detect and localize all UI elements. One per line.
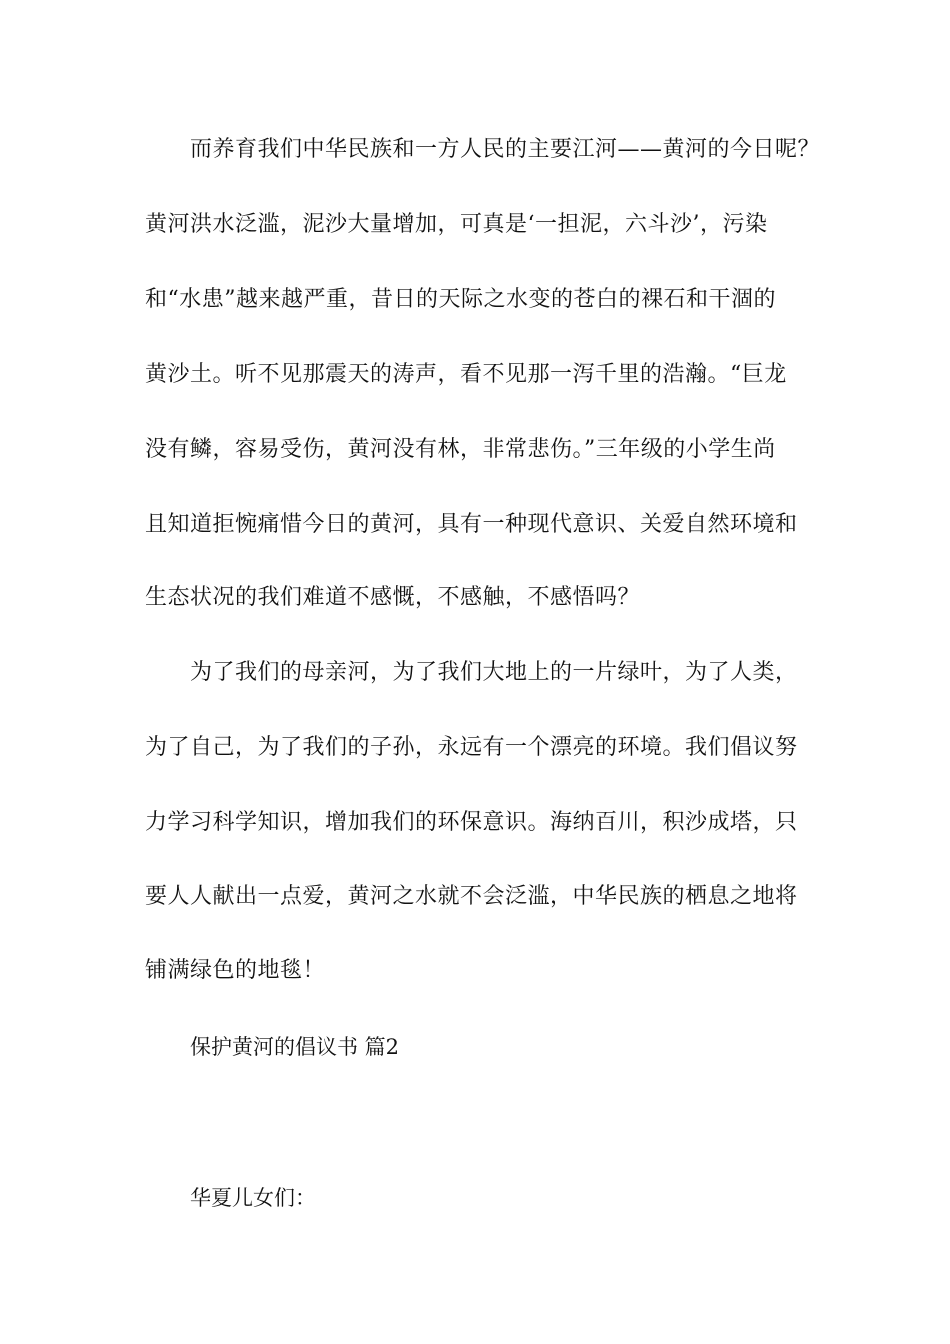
paragraph-1-line-3: 和“水患”越来越严重，昔日的天际之水变的苍白的裸石和干涸的 [145, 287, 776, 312]
salutation: 华夏儿女们： [190, 1186, 316, 1210]
paragraph-1-line-7: 生态状况的我们难道不感慨，不感触，不感悟吗？ [145, 585, 641, 610]
paragraph-2-line-4: 要人人献出一点爱，黄河之水就不会泛滥，中华民族的栖息之地将 [145, 884, 798, 909]
paragraph-1-line-6: 且知道拒惋痛惜今日的黄河，具有一种现代意识、关爱自然环境和 [145, 512, 798, 537]
paragraph-2-line-5: 铺满绿色的地毯！ [145, 958, 326, 983]
paragraph-1-line-5: 没有鳞，容易受伤，黄河没有林，非常悲伤。”三年级的小学生尚 [145, 437, 776, 462]
paragraph-1-line-1: 而养育我们中华民族和一方人民的主要江河——黄河的今日呢？ [190, 137, 821, 162]
section-title: 保护黄河的倡议书 篇2 [190, 1035, 400, 1059]
paragraph-2-line-1: 为了我们的母亲河，为了我们大地上的一片绿叶，为了人类， [190, 660, 798, 685]
paragraph-1-line-2: 黄河洪水泛滥，泥沙大量增加，可真是‘一担泥，六斗沙’，污染 [145, 212, 768, 237]
paragraph-2-line-3: 力学习科学知识，增加我们的环保意识。海纳百川，积沙成塔，只 [145, 810, 798, 835]
paragraph-1-line-4: 黄沙土。听不见那震天的涛声，看不见那一泻千里的浩瀚。“巨龙 [145, 362, 787, 387]
paragraph-2-line-2: 为了自己，为了我们的子孙，永远有一个漂亮的环境。我们倡议努 [145, 735, 798, 760]
